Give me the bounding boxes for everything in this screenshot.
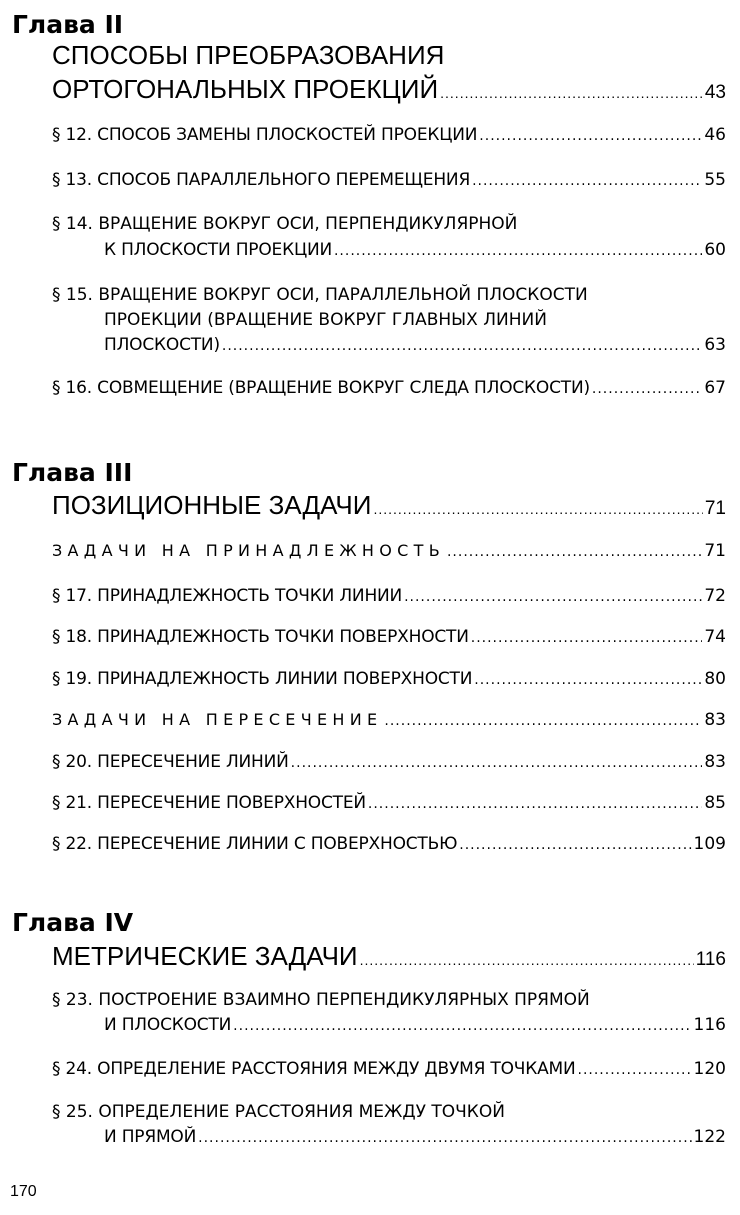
- entry-title: ПЕРЕСЕЧЕНИЕ ПОВЕРХНОСТЕЙ: [97, 793, 366, 813]
- toc-entry[interactable]: [52, 941, 726, 972]
- page-ref: 71: [704, 541, 726, 561]
- dot-leader: [479, 128, 702, 144]
- entry-title: СПОСОБ ПАРАЛЛЕЛЬНОГО ПЕРЕМЕЩЕНИЯ: [97, 170, 471, 190]
- section-number: § 23.: [52, 990, 93, 1010]
- section-number: § 24.: [52, 1059, 92, 1079]
- page-ref: 85: [704, 793, 726, 813]
- page-ref: 43: [704, 82, 726, 103]
- entry-title: ОПРЕДЕЛЕНИЕ РАССТОЯНИЯ МЕЖДУ ТОЧКОЙ: [98, 1102, 505, 1122]
- page-ref: 83: [704, 710, 726, 730]
- dot-leader: [368, 796, 702, 812]
- chapter-title-line: ПОЗИЦИОННЫЕ ЗАДАЧИ: [52, 490, 372, 520]
- page-ref: 63: [704, 335, 726, 355]
- entry-title-continued: ПРОЕКЦИИ (ВРАЩЕНИЕ ВОКРУГ ГЛАВНЫХ ЛИНИЙ: [104, 310, 547, 330]
- dot-leader: [334, 243, 702, 259]
- toc-entry[interactable]: [52, 170, 726, 190]
- toc-entry[interactable]: [52, 586, 726, 606]
- section-number: § 17.: [52, 586, 92, 606]
- dot-leader: [360, 952, 694, 968]
- toc-entry-first-line[interactable]: [52, 214, 517, 234]
- section-number: § 14.: [52, 214, 93, 234]
- chapter-heading: Глава III: [12, 458, 133, 487]
- section-number: § 15.: [52, 285, 93, 305]
- dot-leader: [447, 544, 702, 560]
- entry-title: СОВМЕЩЕНИЕ (ВРАЩЕНИЕ ВОКРУГ СЛЕДА ПЛОСКОСТИ): [97, 378, 590, 398]
- entry-title: ПЕРЕСЕЧЕНИЕ ЛИНИЙ: [97, 752, 289, 772]
- page-ref: 120: [693, 1059, 726, 1079]
- section-heading: ЗАДАЧИ НА ПЕРЕСЕЧЕНИЕ: [52, 710, 383, 729]
- chapter-title-line: ОРТОГОНАЛЬНЫХ ПРОЕКЦИЙ: [52, 74, 439, 104]
- entry-title: ПРИНАДЛЕЖНОСТЬ ТОЧКИ ПОВЕРХНОСТИ: [97, 627, 469, 647]
- toc-entry[interactable]: [52, 490, 726, 521]
- page-ref: 83: [704, 752, 726, 772]
- dot-leader: [222, 338, 702, 354]
- dot-leader: [373, 501, 702, 517]
- entry-title: ПОСТРОЕНИЕ ВЗАИМНО ПЕРПЕНДИКУЛЯРНЫХ ПРЯМОЙ: [98, 990, 590, 1010]
- entry-title-continued: И ПРЯМОЙ: [104, 1127, 197, 1147]
- toc-entry[interactable]: [104, 240, 726, 260]
- page-ref: 72: [704, 586, 726, 606]
- toc-entry[interactable]: [52, 793, 726, 813]
- toc-section[interactable]: [52, 710, 726, 730]
- chapter-title-line: СПОСОБЫ ПРЕОБРАЗОВАНИЯ: [52, 40, 445, 70]
- dot-leader: [291, 755, 703, 771]
- entry-title: ПРИНАДЛЕЖНОСТЬ ТОЧКИ ЛИНИИ: [97, 586, 403, 606]
- entry-title-continued: И ПЛОСКОСТИ: [104, 1015, 232, 1035]
- section-heading: ЗАДАЧИ НА ПРИНАДЛЕЖНОСТЬ: [52, 541, 445, 560]
- toc-entry[interactable]: [52, 125, 726, 145]
- dot-leader: [471, 630, 703, 646]
- toc-entry[interactable]: [52, 627, 726, 647]
- page-ref: 116: [695, 949, 726, 970]
- toc-entry[interactable]: [52, 378, 726, 398]
- section-number: § 16.: [52, 378, 92, 398]
- entry-title-continued: К ПЛОСКОСТИ ПРОЕКЦИИ: [104, 240, 332, 260]
- dot-leader: [233, 1018, 691, 1034]
- entry-title: СПОСОБ ЗАМЕНЫ ПЛОСКОСТЕЙ ПРОЕКЦИИ: [97, 125, 478, 145]
- section-number: § 13.: [52, 170, 92, 190]
- section-number: § 25.: [52, 1102, 93, 1122]
- chapter-heading: Глава II: [12, 10, 124, 39]
- entry-title: ПЕРЕСЕЧЕНИЕ ЛИНИИ С ПОВЕРХНОСТЬЮ: [97, 834, 458, 854]
- section-number: § 21.: [52, 793, 92, 813]
- entry-title-continued: ПЛОСКОСТИ): [104, 335, 220, 355]
- entry-title: ПРИНАДЛЕЖНОСТЬ ЛИНИИ ПОВЕРХНОСТИ: [97, 669, 473, 689]
- dot-leader: [384, 713, 702, 729]
- dot-leader: [440, 85, 703, 101]
- toc-entry[interactable]: [104, 1127, 726, 1147]
- page-ref: 67: [704, 378, 726, 398]
- entry-title: ОПРЕДЕЛЕНИЕ РАССТОЯНИЯ МЕЖДУ ДВУМЯ ТОЧКАМИ: [97, 1059, 576, 1079]
- page-ref: 74: [704, 627, 726, 647]
- toc-entry[interactable]: [52, 669, 726, 689]
- page-ref: 80: [704, 669, 726, 689]
- page-ref: 71: [704, 498, 726, 519]
- section-number: § 22.: [52, 834, 92, 854]
- page-ref: 116: [693, 1015, 726, 1035]
- dot-leader: [198, 1130, 691, 1146]
- toc-entry-first-line[interactable]: [52, 990, 590, 1010]
- dot-leader: [404, 589, 702, 605]
- page-ref: 60: [704, 240, 726, 260]
- page-ref: 109: [693, 834, 726, 854]
- section-number: § 18.: [52, 627, 92, 647]
- entry-title: ВРАЩЕНИЕ ВОКРУГ ОСИ, ПЕРПЕНДИКУЛЯРНОЙ: [98, 214, 518, 234]
- chapter-heading: Глава IV: [12, 908, 134, 937]
- section-number: § 19.: [52, 669, 92, 689]
- page-ref: 46: [704, 125, 726, 145]
- toc-entry-first-line[interactable]: [52, 1102, 505, 1122]
- toc-section[interactable]: [52, 541, 726, 561]
- page-ref: 122: [693, 1127, 726, 1147]
- toc-entry[interactable]: [52, 752, 726, 772]
- dot-leader: [474, 672, 702, 688]
- entry-title: ВРАЩЕНИЕ ВОКРУГ ОСИ, ПАРАЛЛЕЛЬНОЙ ПЛОСКОСТИ: [98, 285, 588, 305]
- section-number: § 20.: [52, 752, 92, 772]
- toc-entry[interactable]: [52, 74, 726, 105]
- toc-entry[interactable]: [52, 1059, 726, 1079]
- dot-leader: [459, 837, 691, 853]
- toc-entry[interactable]: [104, 335, 726, 355]
- toc-entry[interactable]: [104, 1015, 726, 1035]
- dot-leader: [578, 1062, 692, 1078]
- dot-leader: [592, 381, 702, 397]
- toc-entry-first-line[interactable]: [52, 285, 588, 305]
- dot-leader: [472, 173, 702, 189]
- toc-entry[interactable]: [52, 834, 726, 854]
- section-number: § 12.: [52, 125, 92, 145]
- chapter-title-line: МЕТРИЧЕСКИЕ ЗАДАЧИ: [52, 941, 358, 971]
- page-ref: 55: [704, 170, 726, 190]
- page-number: 170: [10, 1183, 37, 1200]
